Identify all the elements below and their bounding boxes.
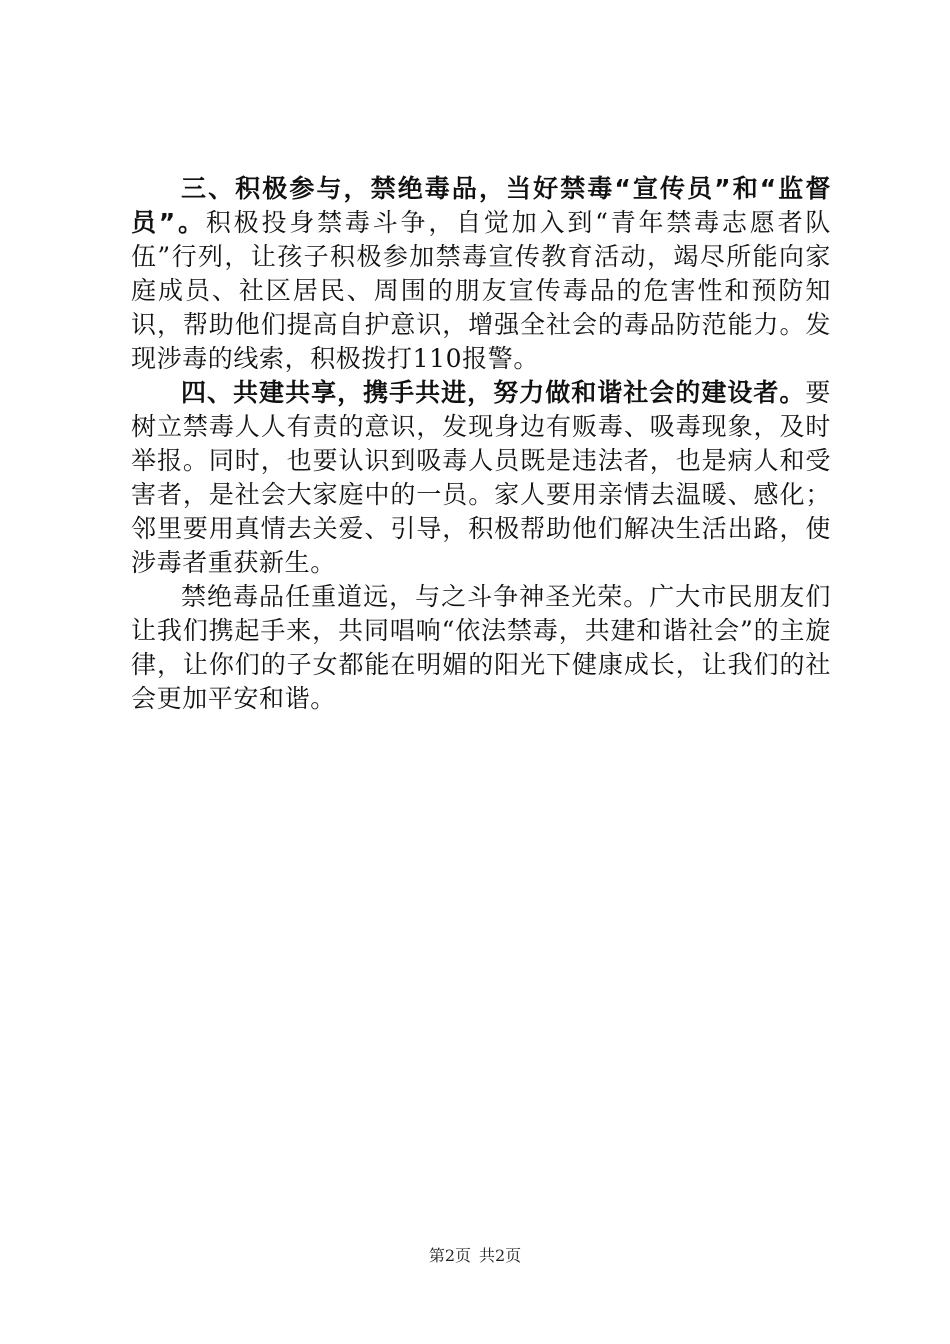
section-three-heading: 三、积极参与，禁绝毒品，当好禁毒“宣传员”和“监督员”。 (131, 174, 831, 237)
document-body (131, 172, 831, 716)
page-total: 共2页 (479, 1246, 522, 1265)
paragraph-section-three (131, 172, 831, 376)
section-three-text: 积极投身禁毒斗争，自觉加入到“青年禁毒志愿者队伍”行列，让孩子积极参加禁毒宣传教育活动，竭尽所能向家庭成员、社区居民、周围的朋友宣传毒品的危害性和预防知识，帮助他们提高自护意识，增强全社会的毒品防范能力。发现涉毒的线索，积极拨打110报警。 (131, 208, 831, 373)
section-four-text: 要树立禁毒人人有责的意识，发现身边有贩毒、吸毒现象，及时举报。同时，也要认识到吸毒人员既是违法者，也是病人和受害者，是社会大家庭中的一员。家人要用亲情去温暖、感化；邻里要用真情去关爱、引导，积极帮助他们解决生活出路，使涉毒者重获新生。 (131, 378, 831, 577)
page-number: 第2页 (428, 1246, 471, 1265)
paragraph-section-four (131, 376, 831, 580)
paragraph-closing (131, 580, 831, 716)
section-four-heading: 四、共建共享，携手共进，努力做和谐社会的建设者。 (181, 378, 806, 407)
page-footer (0, 1243, 950, 1266)
closing-text: 禁绝毒品任重道远，与之斗争神圣光荣。广大市民朋友们让我们携起手来，共同唱响“依法禁毒，共建和谐社会”的主旋律，让你们的子女都能在明媚的阳光下健康成长，让我们的社会更加平安和谐。 (131, 582, 831, 713)
